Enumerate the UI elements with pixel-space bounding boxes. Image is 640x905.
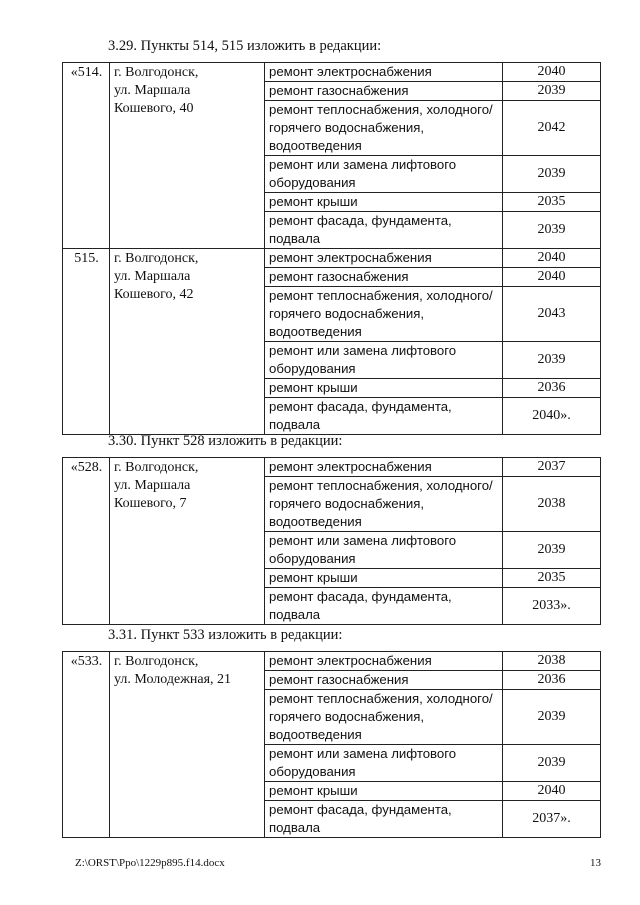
work-name: ремонт газоснабжения xyxy=(265,268,503,287)
work-name: ремонт или замена лифтового оборудования xyxy=(265,342,503,379)
work-year: 2036 xyxy=(503,671,601,690)
work-name: ремонт электроснабжения xyxy=(265,652,503,671)
works-table xyxy=(62,651,601,838)
item-number: «533. xyxy=(63,652,110,838)
work-year: 2039 xyxy=(503,82,601,101)
address-line: Кошевого, 42 xyxy=(114,287,194,302)
section-heading: 3.31. Пункт 533 изложить в редакции: xyxy=(108,627,343,643)
work-year: 2040». xyxy=(503,398,601,435)
work-name: ремонт фасада, фундамента, подвала xyxy=(265,398,503,435)
works-table xyxy=(62,62,601,435)
address-line: г. Волгодонск, xyxy=(114,460,199,475)
work-year: 2039 xyxy=(503,745,601,782)
work-name: ремонт электроснабжения xyxy=(265,249,503,268)
work-year: 2033». xyxy=(503,588,601,625)
work-name: ремонт фасада, фундамента, подвала xyxy=(265,801,503,838)
work-name: ремонт фасада, фундамента, подвала xyxy=(265,212,503,249)
work-year: 2040 xyxy=(503,249,601,268)
item-number: «514. xyxy=(63,63,110,249)
address-line: ул. Маршала xyxy=(114,83,191,98)
work-year: 2037». xyxy=(503,801,601,838)
work-name: ремонт крыши xyxy=(265,379,503,398)
work-year: 2036 xyxy=(503,379,601,398)
work-year: 2040 xyxy=(503,268,601,287)
work-name: ремонт теплоснабжения, холодного/горячего водоснабжения, водоотведения xyxy=(265,690,503,745)
work-name: ремонт электроснабжения xyxy=(265,63,503,82)
address-cell xyxy=(110,63,265,249)
work-name: ремонт крыши xyxy=(265,193,503,212)
work-year: 2039 xyxy=(503,342,601,379)
work-name: ремонт электроснабжения xyxy=(265,458,503,477)
item-number: «528. xyxy=(63,458,110,625)
address-line: ул. Молодежная, 21 xyxy=(114,672,232,687)
address-line: Кошевого, 40 xyxy=(114,101,194,116)
address-line: ул. Маршала xyxy=(114,269,191,284)
work-year: 2039 xyxy=(503,532,601,569)
work-year: 2038 xyxy=(503,652,601,671)
work-name: ремонт фасада, фундамента, подвала xyxy=(265,588,503,625)
address-line: г. Волгодонск, xyxy=(114,65,199,80)
page-number: 13 xyxy=(590,857,601,869)
work-name: ремонт газоснабжения xyxy=(265,82,503,101)
address-line: г. Волгодонск, xyxy=(114,251,199,266)
work-year: 2035 xyxy=(503,569,601,588)
work-year: 2039 xyxy=(503,156,601,193)
address-cell xyxy=(110,458,265,625)
work-year: 2038 xyxy=(503,477,601,532)
work-year: 2039 xyxy=(503,212,601,249)
work-year: 2035 xyxy=(503,193,601,212)
work-name: ремонт крыши xyxy=(265,569,503,588)
address-line: Кошевого, 7 xyxy=(114,496,187,511)
address-line: ул. Маршала xyxy=(114,478,191,493)
work-name: ремонт крыши xyxy=(265,782,503,801)
section-heading: 3.29. Пункты 514, 515 изложить в редакции: xyxy=(108,38,382,54)
work-name: ремонт газоснабжения xyxy=(265,671,503,690)
works-table xyxy=(62,457,601,625)
work-year: 2040 xyxy=(503,782,601,801)
work-name: ремонт теплоснабжения, холодного/горячего водоснабжения, водоотведения xyxy=(265,101,503,156)
work-name: ремонт теплоснабжения, холодного/горячего водоснабжения, водоотведения xyxy=(265,477,503,532)
work-year: 2040 xyxy=(503,63,601,82)
work-year: 2043 xyxy=(503,287,601,342)
address-cell xyxy=(110,249,265,435)
item-number: 515. xyxy=(63,249,110,435)
work-year: 2042 xyxy=(503,101,601,156)
address-line: г. Волгодонск, xyxy=(114,654,199,669)
work-year: 2037 xyxy=(503,458,601,477)
work-name: ремонт или замена лифтового оборудования xyxy=(265,532,503,569)
footer-file-path: Z:\ORST\Ppo\1229p895.f14.docx xyxy=(75,857,225,869)
address-cell xyxy=(110,652,265,838)
work-name: ремонт или замена лифтового оборудования xyxy=(265,156,503,193)
section-heading: 3.30. Пункт 528 изложить в редакции: xyxy=(108,433,343,449)
work-year: 2039 xyxy=(503,690,601,745)
work-name: ремонт или замена лифтового оборудования xyxy=(265,745,503,782)
work-name: ремонт теплоснабжения, холодного/горячего водоснабжения, водоотведения xyxy=(265,287,503,342)
